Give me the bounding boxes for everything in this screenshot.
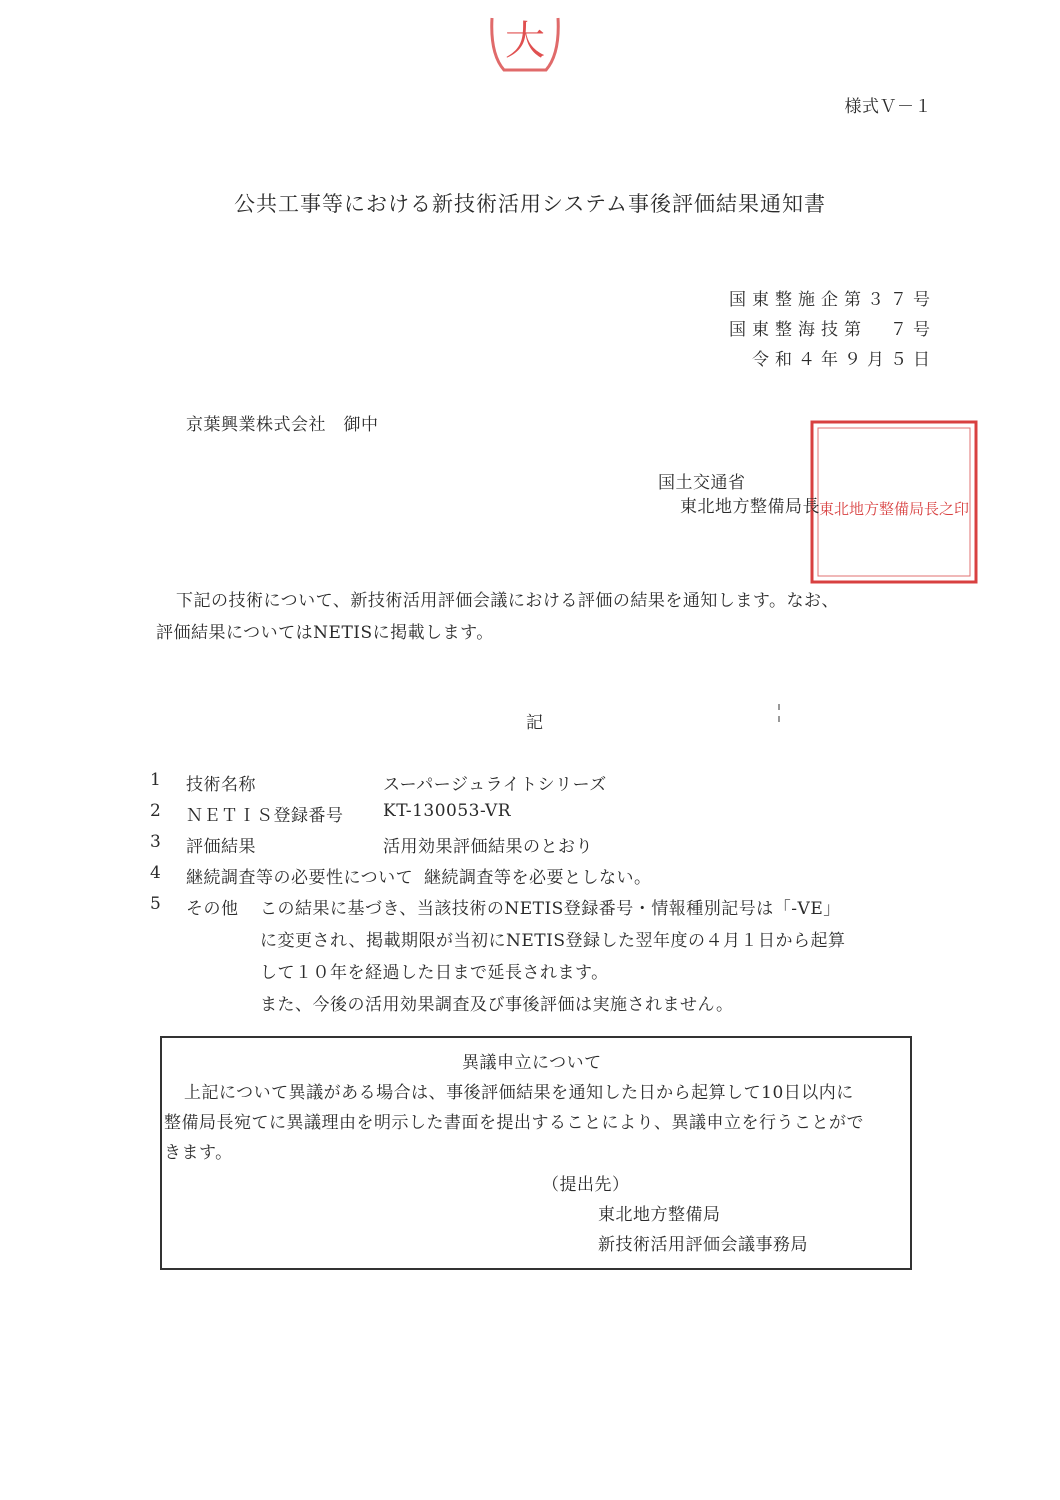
item-5-value: この結果に基づき、当該技術のNETIS登録番号・情報種別記号は「-VE」 — [260, 899, 841, 919]
item-5-continuation-1: に変更され、掲載期限が当初にNETIS登録した翌年度の４月１日から起算 — [260, 931, 846, 951]
item-2-label: ＮＥＴＩＳ登録番号 — [186, 806, 344, 826]
ki-heading: 記 — [526, 713, 544, 733]
submission-org: 東北地方整備局 — [598, 1205, 721, 1225]
top-red-stamp-mark — [484, 4, 566, 80]
top-stamp-glyph: 大 — [505, 18, 545, 64]
sender-bureau-chief: 東北地方整備局長 — [680, 497, 820, 517]
item-4-number: 4 — [150, 863, 162, 883]
objection-body-line-1: 上記について異議がある場合は、事後評価結果を通知した日から起算して10日以内に — [184, 1083, 854, 1103]
item-5-continuation-3: また、今後の活用効果調査及び事後評価は実施されません。 — [260, 995, 734, 1015]
reference-number-1: 国東整施企第３７号 — [729, 290, 936, 310]
submission-dept: 新技術活用評価会議事務局 — [598, 1235, 808, 1255]
reference-number-2: 国東整海技第 ７号 — [729, 320, 936, 340]
item-1-number: 1 — [150, 770, 162, 790]
item-1-value: スーパージュライトシリーズ — [383, 775, 607, 795]
item-4-label: 継続調査等の必要性について — [186, 868, 414, 888]
addressee-company: 京葉興業株式会社 御中 — [186, 415, 379, 435]
item-4-value: 継続調査等を必要としない。 — [424, 868, 652, 888]
item-5-continuation-2: して１０年を経過した日まで延長されます。 — [260, 963, 609, 983]
item-3-label: 評価結果 — [186, 837, 256, 857]
item-2-value: KT-130053-VR — [383, 801, 512, 821]
objection-body-line-3: きます。 — [164, 1143, 233, 1163]
objection-heading: 異議申立について — [462, 1053, 602, 1073]
submission-label: （提出先） — [542, 1175, 630, 1195]
scan-mark-bottom — [778, 716, 780, 722]
intro-line-2: 評価結果についてはNETISに掲載します。 — [156, 623, 494, 643]
item-3-number: 3 — [150, 832, 162, 852]
item-5-number: 5 — [150, 894, 162, 914]
form-number: 様式Ｖ－１ — [844, 97, 932, 117]
objection-body-line-2: 整備局長宛てに異議理由を明示した書面を提出することにより、異議申立を行うことがで — [164, 1113, 864, 1133]
item-2-number: 2 — [150, 801, 162, 821]
item-3-value: 活用効果評価結果のとおり — [383, 837, 593, 857]
scan-mark-top — [778, 704, 780, 710]
sender-ministry: 国土交通省 — [658, 473, 746, 493]
objection-box — [160, 1036, 912, 1270]
intro-line-1: 下記の技術について、新技術活用評価会議における評価の結果を通知します。なお、 — [176, 591, 839, 611]
item-5-label: その他 — [186, 899, 239, 919]
official-seal — [808, 418, 980, 586]
item-1-label: 技術名称 — [186, 775, 256, 795]
issue-date: 令和４年９月５日 — [752, 350, 936, 370]
official-seal-text: 東北地方整備局長之印 — [818, 500, 970, 518]
document-title: 公共工事等における新技術活用システム事後評価結果通知書 — [234, 192, 826, 216]
